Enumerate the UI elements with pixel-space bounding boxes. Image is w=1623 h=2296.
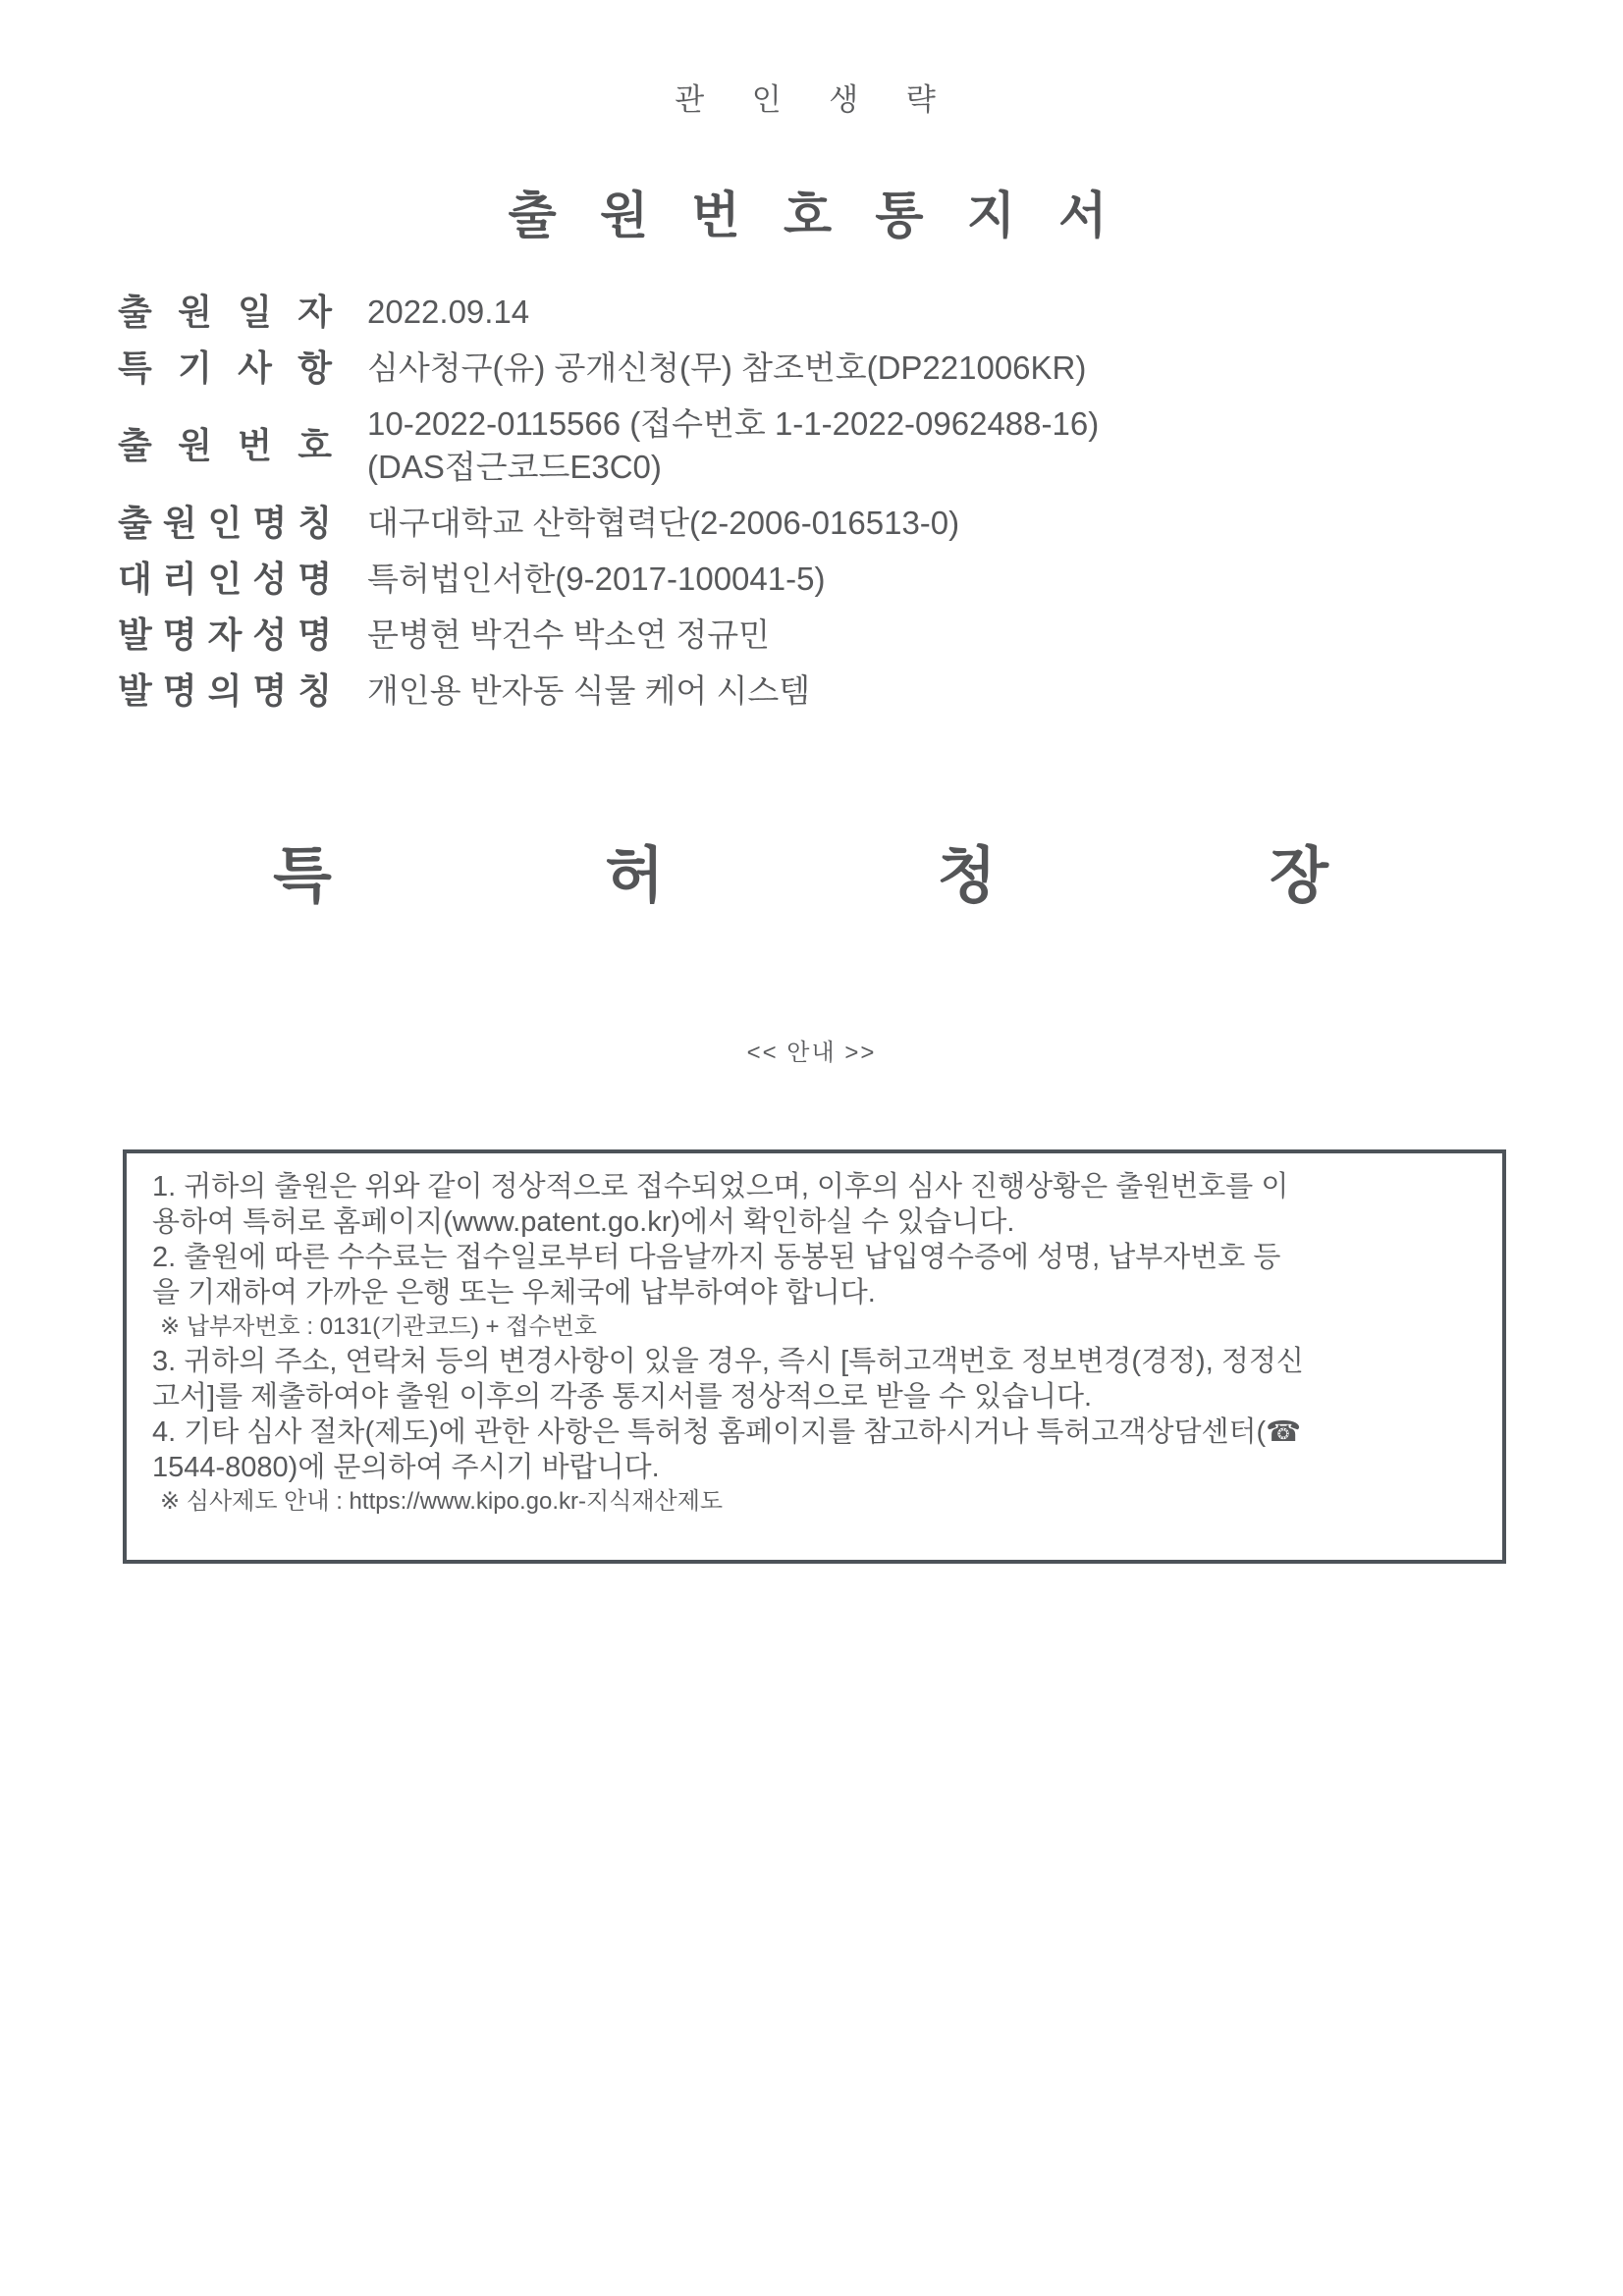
document-title: 출 원 번 호 통 지 서 (508, 187, 1122, 243)
commissioner-char: 청 (937, 842, 997, 910)
field-value-line: 개인용 반자동 식물 케어 시스템 (367, 672, 811, 709)
notice-box (123, 1149, 1506, 1564)
notice-line: 4. 기타 심사 절차(제도)에 관한 사항은 특허청 홈페이지를 참고하시거나 특허고객상담센터(☎ (152, 1416, 1302, 1448)
field-row-agent-name (118, 558, 1512, 601)
field-value (367, 502, 959, 545)
field-value (367, 402, 1099, 489)
field-value-line: 문병현 박건수 박소연 정규민 (367, 616, 771, 653)
notice-line: 3. 귀하의 주소, 연락처 등의 변경사항이 있을 경우, 즉시 [특허고객번호 정보변경(경정), 정정신 (152, 1346, 1304, 1377)
notice-line: 2. 출원에 따른 수수료는 접수일로부터 다음날까지 동봉된 납입영수증에 성명, 납부자번호 등 (152, 1242, 1281, 1273)
field-value (367, 558, 825, 601)
commissioner-of-patent-office-title (273, 842, 1328, 911)
field-row-special-notes (118, 347, 1512, 390)
notice-line: 고서]를 제출하여야 출원 이후의 각종 통지서를 정상적으로 받을 수 있습니다. (152, 1381, 1093, 1413)
field-value-line: (DAS접근코드E3C0) (367, 449, 662, 485)
field-value-line: 2022.09.14 (367, 294, 530, 330)
field-row-inventor-names (118, 614, 1512, 657)
field-value (367, 614, 770, 657)
notice-line: 용하여 특허로 홈페이지(www.patent.go.kr)에서 확인하실 수 있습니다. (152, 1206, 1015, 1238)
application-fields (118, 291, 1512, 725)
commissioner-char: 장 (1270, 842, 1328, 910)
stamp-omitted-note: 관 인 생 략 (675, 82, 955, 117)
field-value (367, 291, 529, 334)
field-value-line: 특허법인서한(9-2017-100041-5) (367, 561, 826, 597)
field-value (367, 669, 810, 713)
notice-line: 을 기재하여 가까운 은행 또는 우체국에 납부하여야 합니다. (152, 1277, 876, 1308)
field-row-invention-title (118, 669, 1512, 713)
notice-line: 1544-8080)에 문의하여 주시기 바랍니다. (152, 1452, 660, 1483)
field-row-filing-date (118, 291, 1512, 334)
field-label: 발 명 자 성 명 (118, 614, 332, 655)
field-label: 출 원 인 명 칭 (118, 503, 332, 543)
guide-heading: << 안내 >> (746, 1040, 877, 1066)
notice-line: 1. 귀하의 출원은 위와 같이 정상적으로 접수되었으며, 이후의 심사 진행상황은 출원번호를 이 (152, 1171, 1289, 1202)
notice-line-payer-number: ※ 납부자번호 : 0131(기관코드) + 접수번호 (160, 1313, 597, 1340)
field-value-line: 대구대학교 산학협력단(2-2006-016513-0) (367, 505, 960, 541)
field-row-applicant-name (118, 502, 1512, 545)
field-label: 특 기 사 항 (118, 347, 332, 388)
field-value-line: 심사청구(유) 공개신청(무) 참조번호(DP221006KR) (367, 349, 1087, 386)
field-label: 출 원 번 호 (118, 425, 332, 465)
notice-line-exam-system-guide: ※ 심사제도 안내 : https://www.kipo.go.kr-지식재산제도 (160, 1488, 724, 1515)
field-label: 대 리 인 성 명 (118, 559, 332, 599)
field-label: 출 원 일 자 (118, 292, 332, 332)
commissioner-char: 특 (273, 842, 332, 910)
field-row-application-number (118, 402, 1512, 489)
commissioner-char: 허 (605, 842, 665, 910)
field-value (367, 347, 1086, 390)
field-label: 발 명 의 명 칭 (118, 670, 332, 711)
field-value-line: 10-2022-0115566 (접수번호 1-1-2022-0962488-16) (367, 405, 1100, 442)
